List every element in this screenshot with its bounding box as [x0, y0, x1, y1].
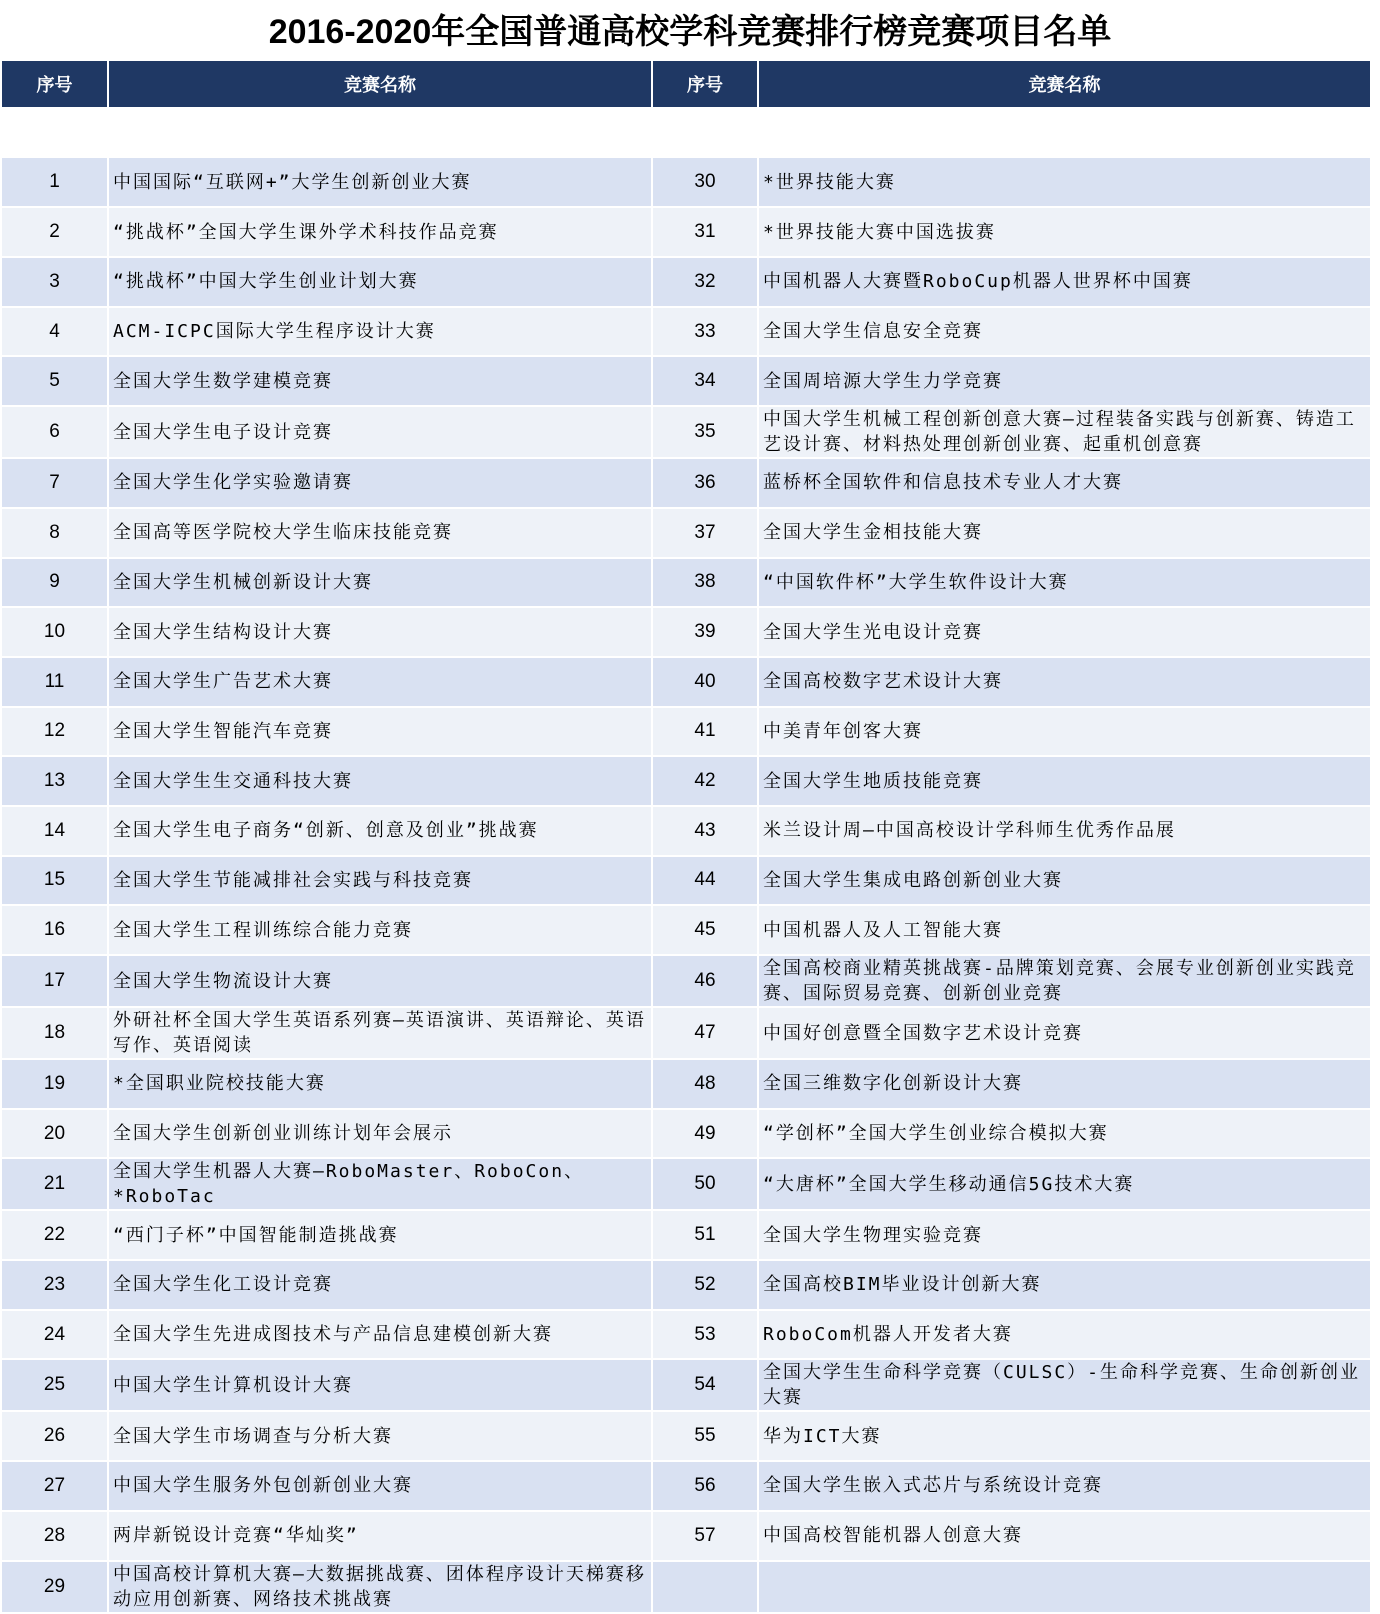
table-row: [2, 558, 1371, 608]
competition-name-right: 全国高校数字艺术设计大赛: [758, 657, 1371, 707]
competition-name-right: 华为ICT大赛: [758, 1411, 1371, 1461]
row-number-left: 2: [2, 207, 108, 257]
competition-name-left: “挑战杯”全国大学生课外学术科技作品竞赛: [108, 207, 652, 257]
row-number-left: 18: [2, 1007, 108, 1059]
competition-name-left: 全国大学生智能汽车竞赛: [108, 707, 652, 757]
competition-name-right: 全国大学生信息安全竞赛: [758, 307, 1371, 357]
table-row: [2, 905, 1371, 955]
row-number-right: 48: [652, 1059, 758, 1109]
table-row: [2, 1109, 1371, 1159]
competition-name-right: 中国机器人及人工智能大赛: [758, 905, 1371, 955]
competition-name-left: 全国大学生创新创业训练计划年会展示: [108, 1109, 652, 1159]
competition-name-left: “挑战杯”中国大学生创业计划大赛: [108, 257, 652, 307]
row-number-left: 21: [2, 1158, 108, 1210]
table-row: [2, 1260, 1371, 1310]
row-number-right: 30: [652, 158, 758, 208]
table-row: [2, 707, 1371, 757]
row-number-right: 39: [652, 607, 758, 657]
competition-name-left: ACM-ICPC国际大学生程序设计大赛: [108, 307, 652, 357]
table-row: [2, 806, 1371, 856]
competition-name-right: “学创杯”全国大学生创业综合模拟大赛: [758, 1109, 1371, 1159]
table-row: [2, 1059, 1371, 1109]
competition-name-left: 全国大学生广告艺术大赛: [108, 657, 652, 707]
row-number-left: 10: [2, 607, 108, 657]
competition-name-left: 全国大学生电子设计竞赛: [108, 406, 652, 458]
competition-name-right: 中国高校智能机器人创意大赛: [758, 1511, 1371, 1561]
competition-name-right: 全国三维数字化创新设计大赛: [758, 1059, 1371, 1109]
header-name-right: 竞赛名称: [758, 61, 1371, 108]
table-row: [2, 406, 1371, 458]
row-number-right: 40: [652, 657, 758, 707]
table-body: [2, 108, 1371, 1613]
row-number-right: 45: [652, 905, 758, 955]
row-number-right: 33: [652, 307, 758, 357]
row-number-left: 3: [2, 257, 108, 307]
row-number-right: 54: [652, 1359, 758, 1411]
competition-name-left: 全国大学生节能减排社会实践与科技竞赛: [108, 856, 652, 906]
table-row: [2, 657, 1371, 707]
row-number-right: 47: [652, 1007, 758, 1059]
competition-name-right: 全国大学生集成电路创新创业大赛: [758, 856, 1371, 906]
competition-name-left: 全国大学生工程训练综合能力竞赛: [108, 905, 652, 955]
competition-name-right: 中美青年创客大赛: [758, 707, 1371, 757]
competition-name-left: 全国大学生机械创新设计大赛: [108, 558, 652, 608]
competition-name-left: 全国大学生市场调查与分析大赛: [108, 1411, 652, 1461]
row-number-right: 57: [652, 1511, 758, 1561]
competition-name-right: 全国大学生物理实验竞赛: [758, 1210, 1371, 1260]
table-row: [2, 1411, 1371, 1461]
row-number-left: 13: [2, 756, 108, 806]
row-number-left: 27: [2, 1461, 108, 1511]
competition-name-right: 全国大学生金相技能大赛: [758, 508, 1371, 558]
row-number-right: 41: [652, 707, 758, 757]
row-number-right: 36: [652, 458, 758, 508]
row-number-left: 24: [2, 1310, 108, 1360]
table-row: [2, 207, 1371, 257]
table-row: [2, 955, 1371, 1007]
competition-name-right: 全国大学生生命科学竞赛（CULSC）-生命科学竞赛、生命创新创业大赛: [758, 1359, 1371, 1411]
row-number-left: 8: [2, 508, 108, 558]
row-number-right: 37: [652, 508, 758, 558]
table-row: [2, 1359, 1371, 1411]
row-number-right: 50: [652, 1158, 758, 1210]
competition-name-right: *世界技能大赛: [758, 158, 1371, 208]
row-number-left: 25: [2, 1359, 108, 1411]
row-number-right: 32: [652, 257, 758, 307]
competition-name-left: 中国国际“互联网+”大学生创新创业大赛: [108, 158, 652, 208]
competition-name-right: 中国大学生机械工程创新创意大赛—过程装备实践与创新赛、铸造工艺设计赛、材料热处理创新创业赛、起重机创意赛: [758, 406, 1371, 458]
header-num-right: 序号: [652, 61, 758, 108]
competition-name-right: 中国机器人大赛暨RoboCup机器人世界杯中国赛: [758, 257, 1371, 307]
table-row: [2, 1561, 1371, 1613]
competition-name-left: 中国高校计算机大赛—大数据挑战赛、团体程序设计天梯赛移动应用创新赛、网络技术挑战赛: [108, 1561, 652, 1613]
competition-name-right: 全国大学生地质技能竞赛: [758, 756, 1371, 806]
competition-name-right: 全国大学生光电设计竞赛: [758, 607, 1371, 657]
header-name-left: 竞赛名称: [108, 61, 652, 108]
row-number-right: 55: [652, 1411, 758, 1461]
header-spacer: [2, 108, 1371, 158]
row-number-right: 34: [652, 356, 758, 406]
row-number-right: 43: [652, 806, 758, 856]
table-row: [2, 1007, 1371, 1059]
header-num-left: 序号: [2, 61, 108, 108]
row-number-right: 56: [652, 1461, 758, 1511]
row-number-right: [652, 1561, 758, 1613]
competition-name-left: 全国大学生物流设计大赛: [108, 955, 652, 1007]
row-number-left: 17: [2, 955, 108, 1007]
competition-name-left: 全国大学生结构设计大赛: [108, 607, 652, 657]
row-number-left: 11: [2, 657, 108, 707]
row-number-left: 20: [2, 1109, 108, 1159]
competition-name-right: *世界技能大赛中国选拔赛: [758, 207, 1371, 257]
competition-name-left: *全国职业院校技能大赛: [108, 1059, 652, 1109]
table-row: [2, 756, 1371, 806]
row-number-left: 5: [2, 356, 108, 406]
row-number-left: 23: [2, 1260, 108, 1310]
row-number-right: 44: [652, 856, 758, 906]
row-number-left: 22: [2, 1210, 108, 1260]
competition-name-left: 中国大学生服务外包创新创业大赛: [108, 1461, 652, 1511]
competition-name-left: 全国大学生生交通科技大赛: [108, 756, 652, 806]
competition-name-left: 中国大学生计算机设计大赛: [108, 1359, 652, 1411]
table-row: [2, 307, 1371, 357]
row-number-right: 46: [652, 955, 758, 1007]
table-row: [2, 458, 1371, 508]
competition-name-left: 外研社杯全国大学生英语系列赛—英语演讲、英语辩论、英语写作、英语阅读: [108, 1007, 652, 1059]
row-number-right: 31: [652, 207, 758, 257]
competition-name-left: 全国大学生数学建模竞赛: [108, 356, 652, 406]
row-number-left: 14: [2, 806, 108, 856]
table-row: [2, 1310, 1371, 1360]
competition-name-left: 全国高等医学院校大学生临床技能竞赛: [108, 508, 652, 558]
competition-name-right: 蓝桥杯全国软件和信息技术专业人才大赛: [758, 458, 1371, 508]
row-number-left: 7: [2, 458, 108, 508]
table-row: [2, 508, 1371, 558]
row-number-left: 4: [2, 307, 108, 357]
competition-name-right: “大唐杯”全国大学生移动通信5G技术大赛: [758, 1158, 1371, 1210]
competition-name-right: 米兰设计周—中国高校设计学科师生优秀作品展: [758, 806, 1371, 856]
row-number-right: 38: [652, 558, 758, 608]
row-number-right: 42: [652, 756, 758, 806]
row-number-left: 28: [2, 1511, 108, 1561]
table-row: [2, 1210, 1371, 1260]
row-number-left: 12: [2, 707, 108, 757]
row-number-right: 35: [652, 406, 758, 458]
table-row: [2, 356, 1371, 406]
table-header-row: [2, 61, 1371, 108]
table-row: [2, 1511, 1371, 1561]
competition-name-left: 两岸新锐设计竞赛“华灿奖”: [108, 1511, 652, 1561]
competition-name-left: 全国大学生电子商务“创新、创意及创业”挑战赛: [108, 806, 652, 856]
row-number-left: 26: [2, 1411, 108, 1461]
competition-name-left: 全国大学生机器人大赛—RoboMaster、RoboCon、*RoboTac: [108, 1158, 652, 1210]
row-number-left: 9: [2, 558, 108, 608]
table-row: [2, 257, 1371, 307]
competition-name-right: 全国周培源大学生力学竞赛: [758, 356, 1371, 406]
competition-name-right: 全国高校商业精英挑战赛-品牌策划竞赛、会展专业创新创业实践竞赛、国际贸易竞赛、创新创业竞赛: [758, 955, 1371, 1007]
row-number-left: 29: [2, 1561, 108, 1613]
row-number-left: 19: [2, 1059, 108, 1109]
row-number-left: 16: [2, 905, 108, 955]
table-row: [2, 1461, 1371, 1511]
row-number-left: 6: [2, 406, 108, 458]
competition-name-right: 全国大学生嵌入式芯片与系统设计竞赛: [758, 1461, 1371, 1511]
table-row: [2, 1158, 1371, 1210]
competition-table: [2, 61, 1372, 1614]
row-number-right: 51: [652, 1210, 758, 1260]
table-row: [2, 856, 1371, 906]
competition-name-right: 中国好创意暨全国数字艺术设计竞赛: [758, 1007, 1371, 1059]
competition-name-left: “西门子杯”中国智能制造挑战赛: [108, 1210, 652, 1260]
row-number-left: 1: [2, 158, 108, 208]
row-number-right: 52: [652, 1260, 758, 1310]
row-number-left: 15: [2, 856, 108, 906]
page-title: 2016-2020年全国普通高校学科竞赛排行榜竞赛项目名单: [268, 13, 1112, 51]
competition-name-left: 全国大学生化学实验邀请赛: [108, 458, 652, 508]
competition-name-left: 全国大学生先进成图技术与产品信息建模创新大赛: [108, 1310, 652, 1360]
competition-name-left: 全国大学生化工设计竞赛: [108, 1260, 652, 1310]
competition-name-right: RoboCom机器人开发者大赛: [758, 1310, 1371, 1360]
competition-name-right: “中国软件杯”大学生软件设计大赛: [758, 558, 1371, 608]
row-number-right: 49: [652, 1109, 758, 1159]
row-number-right: 53: [652, 1310, 758, 1360]
table-row: [2, 607, 1371, 657]
table-row: [2, 158, 1371, 208]
competition-name-right: [758, 1561, 1371, 1613]
competition-name-right: 全国高校BIM毕业设计创新大赛: [758, 1260, 1371, 1310]
